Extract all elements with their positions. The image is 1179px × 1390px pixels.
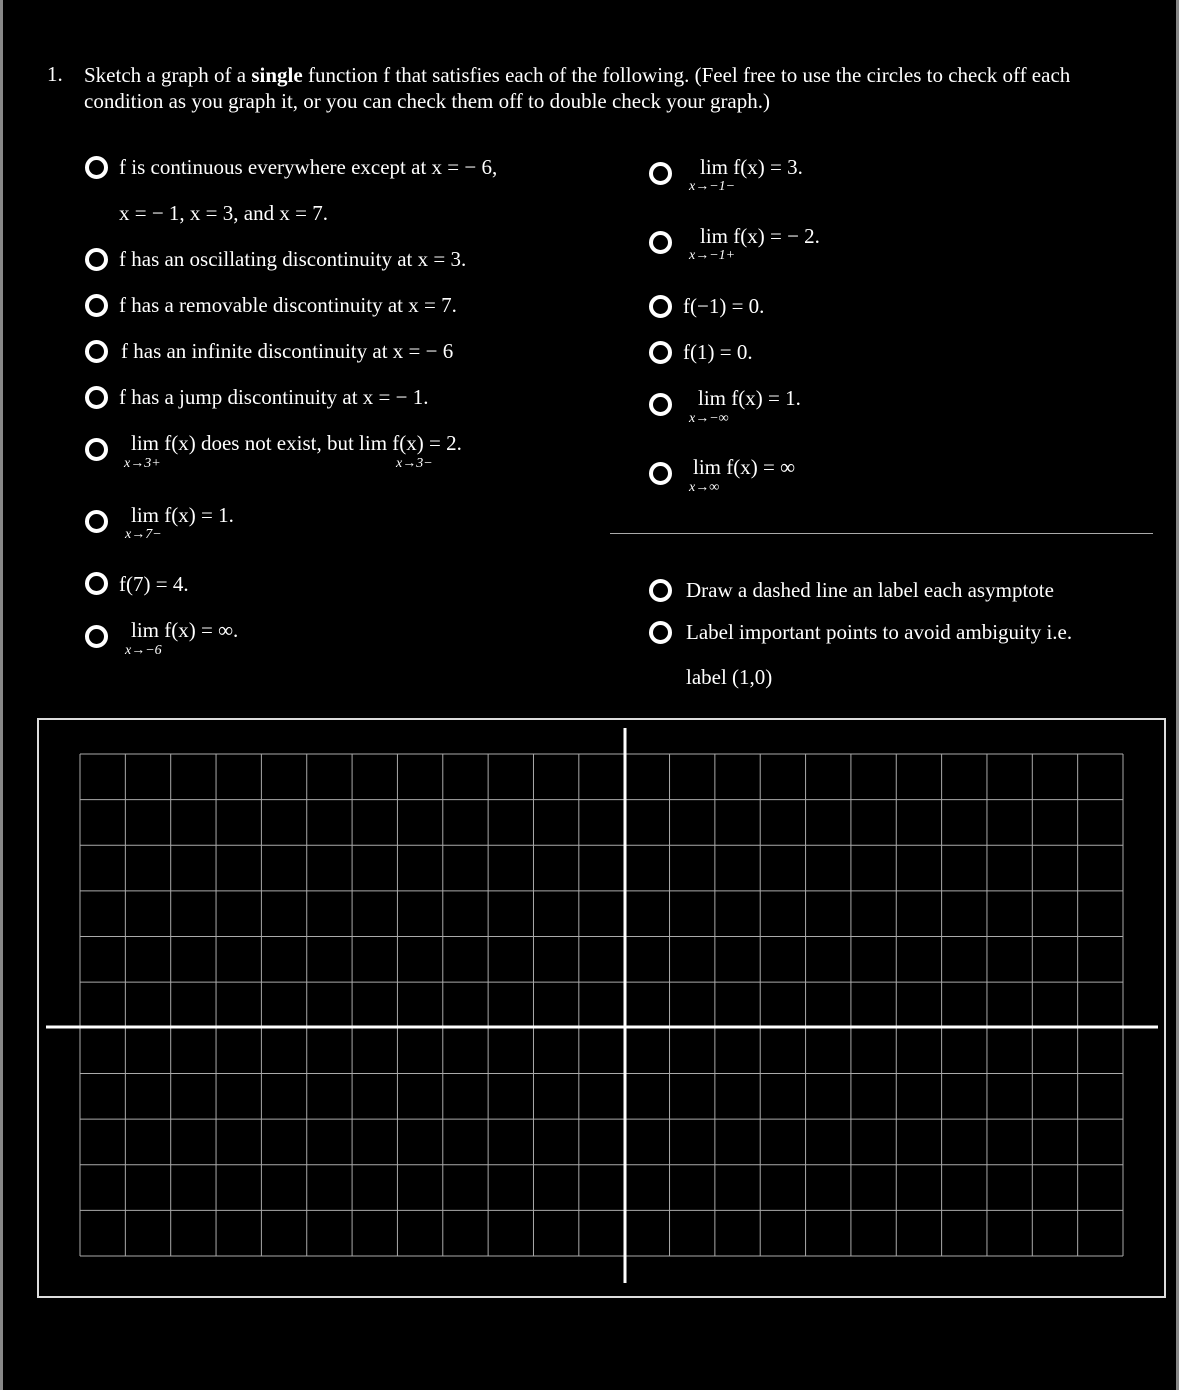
- limit-subscript-inf: x→∞: [689, 480, 720, 495]
- instruction-asymptote: Draw a dashed line an label each asymptote: [686, 578, 1054, 602]
- condition-continuous-line2: x = − 1, x = 3, and x = 7.: [119, 201, 328, 225]
- condition-limit-3: lim f(x) does not exist, but lim f(x) = 2.: [131, 431, 462, 455]
- instruction-label-points-line1: Label important points to avoid ambiguity i.e.: [686, 620, 1073, 644]
- limit-subscript-neg1-minus: x→−1−: [689, 179, 736, 194]
- limit-subscript-neg-inf: x→−∞: [689, 411, 729, 426]
- instruction-label-points-line2: label (1,0): [686, 665, 773, 689]
- instructions-text-end: function f that satisfies each of the following. (Feel free to use the circles to check off each condition as you graph it, or you can check them off to double check your graph.): [84, 63, 1071, 113]
- condition-limit-neg1-minus: lim f(x) = 3.: [700, 155, 803, 179]
- condition-limit-neg6: lim f(x) = ∞.: [131, 618, 239, 642]
- condition-limit-7: lim f(x) = 1.: [131, 503, 234, 527]
- condition-infinite: f has an infinite discontinuity at x = − 6: [121, 339, 454, 363]
- limit-subscript-neg1-plus: x→−1+: [689, 248, 736, 263]
- condition-oscillating: f has an oscillating discontinuity at x = 3.: [119, 247, 467, 271]
- condition-continuous-line1: f is continuous everywhere except at x = − 6,: [119, 155, 498, 179]
- condition-limit-neg-inf: lim f(x) = 1.: [698, 386, 801, 410]
- condition-jump: f has a jump discontinuity at x = − 1.: [119, 385, 429, 409]
- instructions-bold-word: single: [251, 63, 303, 87]
- condition-f7: f(7) = 4.: [119, 572, 189, 596]
- condition-limit-inf: lim f(x) = ∞: [693, 455, 796, 479]
- grid-lines: [80, 754, 1123, 1256]
- instructions-text-start: Sketch a graph of a: [84, 63, 252, 87]
- condition-f-neg1: f(−1) = 0.: [683, 294, 765, 318]
- problem-number: 1.: [47, 62, 63, 86]
- condition-f1: f(1) = 0.: [683, 340, 753, 364]
- limit-subscript-3-minus: x→3−: [396, 456, 433, 471]
- limit-subscript-7-minus: x→7−: [125, 527, 162, 542]
- limit-subscript-3-plus: x→3+: [124, 456, 161, 471]
- limit-subscript-neg6: x→−6: [125, 643, 162, 658]
- condition-removable: f has a removable discontinuity at x = 7.: [119, 293, 457, 317]
- condition-limit-neg1-plus: lim f(x) = − 2.: [700, 224, 820, 248]
